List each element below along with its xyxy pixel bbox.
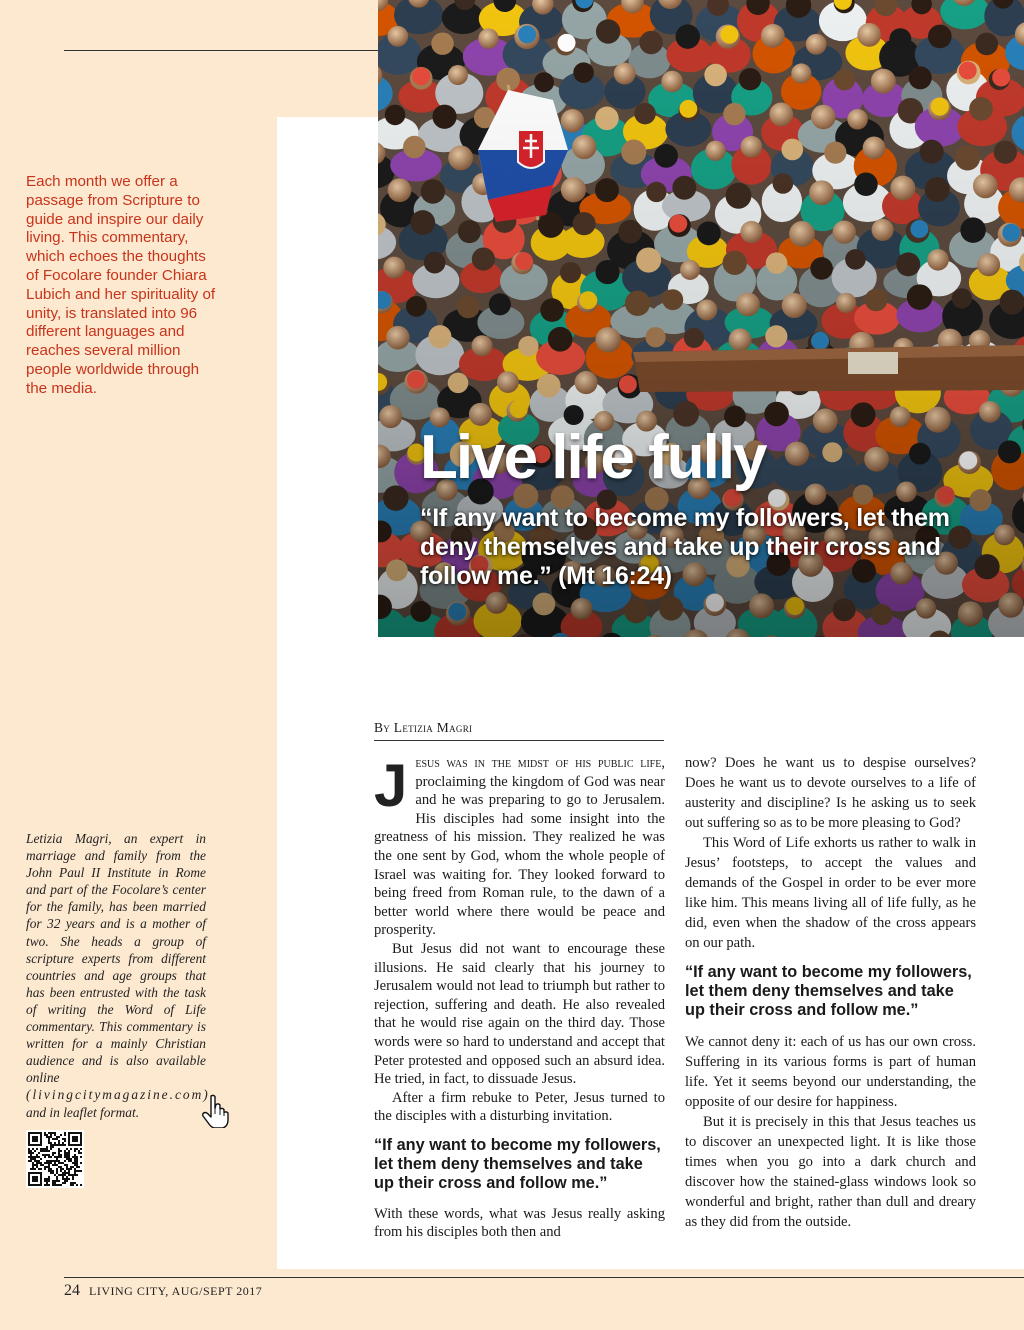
- paragraph: now? Does he want us to despise ourselves? Does he want us to devote ourselves to a life of austerity and discipline? Is he asking us to seek out suffering so as to be more pleasing to God?: [685, 755, 976, 831]
- paragraph: After a firm rebuke to Peter, Jesus turned to the disciples with a disturbing invitation.: [374, 1089, 665, 1125]
- byline-text: By Letizia Magri: [374, 720, 473, 735]
- qr-code[interactable]: [26, 1130, 84, 1188]
- paragraph: This Word of Life exhorts us rather to walk in Jesus’ footsteps, to accept the values and demands of the Gospel in order to be ever more like him. This means living all of life fully, as he did, even when the shadow of the cross appears on our path.: [685, 835, 976, 951]
- publication-info: LIVING CITY, AUG/SEPT 2017: [89, 1284, 263, 1298]
- bio-text-end: and in leaflet format.: [26, 1104, 140, 1120]
- top-rule: [64, 50, 378, 51]
- hand-pointer-icon: [201, 1094, 231, 1128]
- paragraph: With these words, what was Jesus really asking from his disciples both then and: [374, 1205, 665, 1241]
- byline: [374, 720, 664, 741]
- footer-rule: [64, 1277, 1024, 1278]
- author-bio: [26, 830, 210, 1121]
- pull-quote: “If any want to become my followers, let them deny themselves and take up their cross and follow me.”: [685, 963, 972, 1019]
- paragraph: But Jesus did not want to encourage these illusions. He said clearly that his journey to Jerusalem would not lead to triumph but rather to rejection, suffering and death. He also revealed that he would rise again on the third day. Those words were so hard to understand and accept that Peter protested and opposed such an absurd idea. He tried, in fact, to dissuade Jesus.: [374, 940, 665, 1088]
- hero-photo: [378, 0, 1024, 637]
- drop-cap: J: [374, 752, 408, 819]
- page-number: 24: [64, 1282, 80, 1299]
- paragraph: We cannot deny it: each of us has our own cross. Suffering in its various forms is part of human life. Yet it seems beyond our understanding, the opposite of our desire for happiness.: [685, 1034, 976, 1110]
- lead-caps: esus was in the midst of his public life,: [415, 755, 665, 771]
- intro-text: Each month we offer a passage from Scripture to guide and inspire our daily living. This commentary, which echoes the thoughts of Focolare founder Chiara Lubich and her spirituality of unity, is translated into 96 different languages and reaches several million people worldwide through the media.: [26, 173, 216, 397]
- paragraph: [374, 754, 665, 940]
- paragraph: But it is precisely in this that Jesus teaches us to discover an unexpected light. It is like those times when you go into a dark church and discover how the stained-glass windows look so wonderful and bright, rather than dull and dreary as they did from the outside.: [685, 1114, 976, 1230]
- page-footer: [64, 1282, 262, 1300]
- article-column-2: [685, 753, 976, 1232]
- article-title: Live life fully: [420, 423, 766, 492]
- pull-quote: “If any want to become my followers, let them deny themselves and take up their cross and follow me.”: [374, 1135, 661, 1192]
- bio-text: Letizia Magri, an expert in marriage and family from the John Paul II Institute in Rome and part of the Focolare’s center for the family, has been married for 32 years and is a mother of two. She heads a group of scripture experts from different countries and age groups that has been entrusted with the task of writing the Word of Life commentary. This commentary is written for a mainly Christian audience and is also available online: [26, 831, 206, 1086]
- hero-quote: “If any want to become my followers, let them deny themselves and take up their cross and follow me.” (Mt 16:24): [420, 504, 950, 590]
- article-column-1: [374, 754, 665, 1242]
- paragraph-text: proclaiming the kingdom of God was near and he was preparing to go to Jerusalem. His disciples had some insight into the greatness of his mission. They realized he was the one sent by God, whom the whole people of Israel was waiting for. They looked forward to being freed from Roman rule, to the dawn of a better world where there would be peace and prosperity.: [374, 773, 665, 939]
- website-link[interactable]: (livingcitymagazine.com): [26, 1087, 210, 1103]
